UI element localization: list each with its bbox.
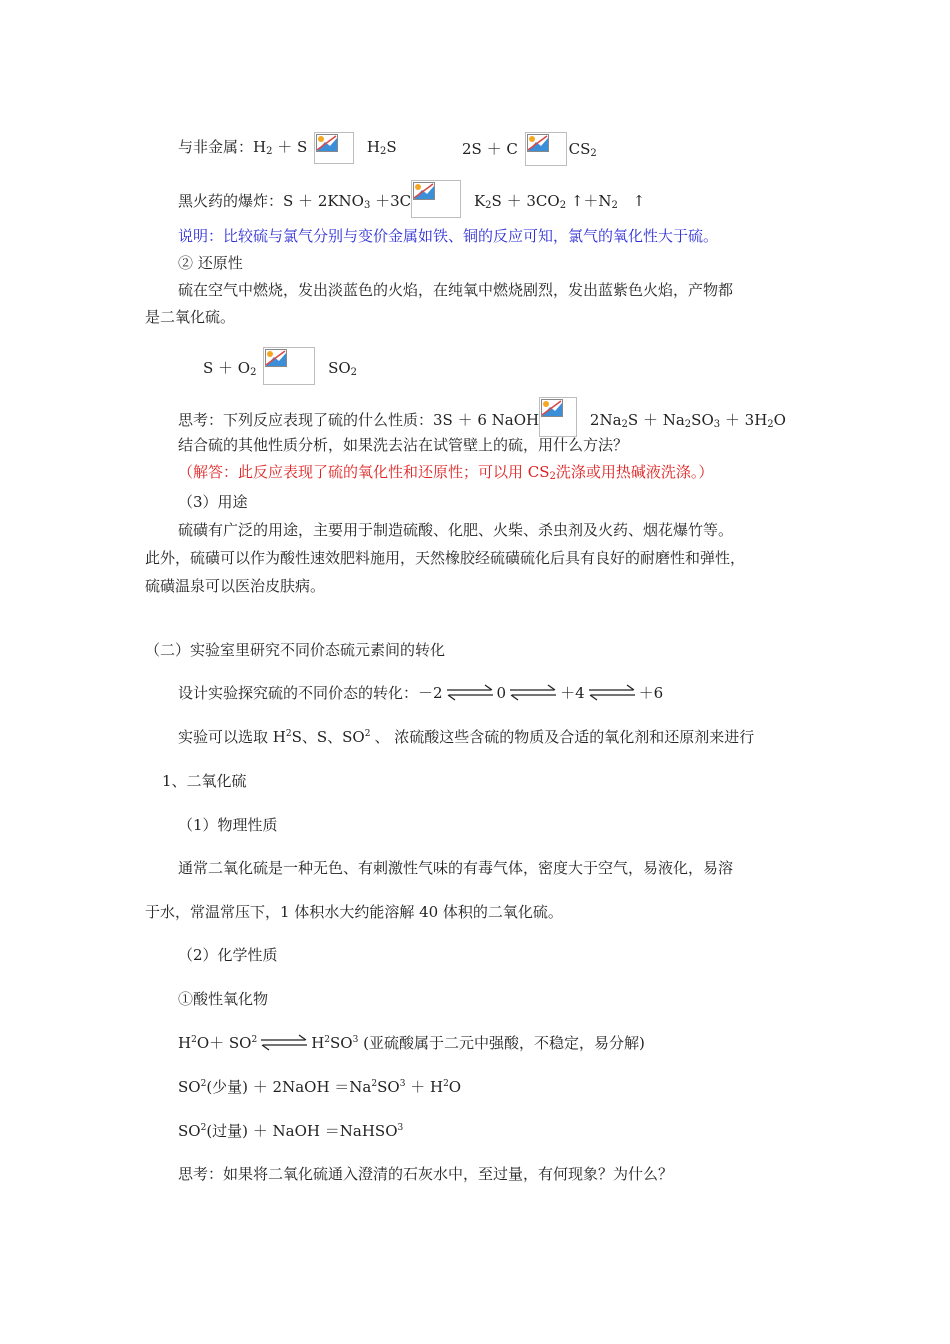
- reaction-2: $SO^2$(少量) ＋ 2NaOH $=Na^2SO^3 + H^2O$: [178, 1078, 462, 1096]
- sulfur-oxygen-eq: $S + O_2$ $SO_2$: [203, 347, 357, 385]
- equilibrium-arrow-icon: [259, 1034, 309, 1052]
- equilibrium-arrow-icon: [508, 684, 558, 702]
- equilibrium-arrow-icon: [587, 684, 637, 702]
- reaction-3: $SO^2$(过量) ＋ NaOH ＝NaHSO$^3$: [178, 1122, 404, 1140]
- choose-substances: 实验可以选取 $H^2S$、S、$SO^2$ 、 浓硫酸这些含硫的物质及合适的氧化剂和还原剂来进行: [178, 728, 755, 746]
- nonmetal-reactions: 与非金属：$H_2 + S$ $H_2S$: [178, 132, 397, 164]
- gunpowder-reaction: 黑火药的爆炸：$S + 2KNO_3 +3C$ $K_2S + 3CO_2$ $↑+N_2$ ↑: [178, 180, 645, 218]
- reaction-1: $H^2O+ SO^2$ $H^2SO^3$ (亚硫酸属于二元中强酸，不稳定，易分解): [178, 1034, 645, 1052]
- think-question-2: 思考：如果将二氧化硫通入澄清的石灰水中，至过量，有何现象？为什么？: [178, 1165, 674, 1183]
- use-paragraph-line2: 此外，硫磺可以作为酸性速效肥料施用，天然橡胶经硫磺硫化后具有良好的耐磨性和弹性，: [145, 549, 746, 567]
- carbon-disulfide-eq: 2S ＋ C $CS_2$: [462, 132, 597, 166]
- reducing-title: ② 还原性: [178, 254, 243, 272]
- so2-title: 1、二氧化硫: [162, 772, 247, 790]
- answer-red: （解答：此反应表现了硫的氧化性和还原性；可以用 $CS_2$洗涤或用热碱液洗涤。）: [178, 463, 714, 482]
- burn-paragraph-line1: 硫在空气中燃烧，发出淡蓝色的火焰，在纯氧中燃烧剧烈，发出蓝紫色火焰，产物都: [178, 281, 734, 299]
- valence-conversion: 设计实验探究硫的不同价态的转化：－2 0 ＋4 ＋6: [178, 684, 664, 702]
- broken-image-icon: [263, 347, 315, 385]
- section-2-title: （二）实验室里研究不同价态硫元素间的转化: [145, 641, 446, 659]
- broken-image-icon: [411, 180, 461, 218]
- acid-oxide-title: ①酸性氧化物: [178, 990, 269, 1008]
- broken-image-icon: [539, 397, 577, 437]
- physical-line1: 通常二氧化硫是一种无色、有刺激性气味的有毒气体，密度大于空气，易液化，易溶: [178, 859, 734, 877]
- broken-image-icon: [525, 132, 567, 166]
- think-question-1: 思考：下列反应表现了硫的什么性质：3S ＋ 6 NaOH $2Na_2S + Na_2SO_3 + 3H_2O$: [178, 397, 786, 437]
- nonmetal-label: 与非金属：: [178, 138, 254, 156]
- physical-title: （1）物理性质: [178, 816, 278, 834]
- note-blue: 说明：比较硫与氯气分别与变价金属如铁、铜的反应可知，氯气的氧化性大于硫。: [178, 227, 719, 245]
- wash-question: 结合硫的其他性质分析，如果洗去沾在试管壁上的硫，用什么方法？: [178, 436, 629, 454]
- equilibrium-arrow-icon: [445, 684, 495, 702]
- physical-line2: 于水，常温常压下，1 体积水大约能溶解 40 体积的二氧化硫。: [145, 903, 563, 921]
- broken-image-icon: [314, 132, 354, 164]
- use-title: （3）用途: [178, 493, 248, 511]
- burn-paragraph-line2: 是二氧化硫。: [145, 308, 236, 326]
- use-paragraph-line3: 硫磺温泉可以医治皮肤病。: [145, 577, 326, 595]
- use-paragraph-line1: 硫磺有广泛的用途，主要用于制造硫酸、化肥、火柴、杀虫剂及火药、烟花爆竹等。: [178, 521, 734, 539]
- chemical-title: （2）化学性质: [178, 946, 278, 964]
